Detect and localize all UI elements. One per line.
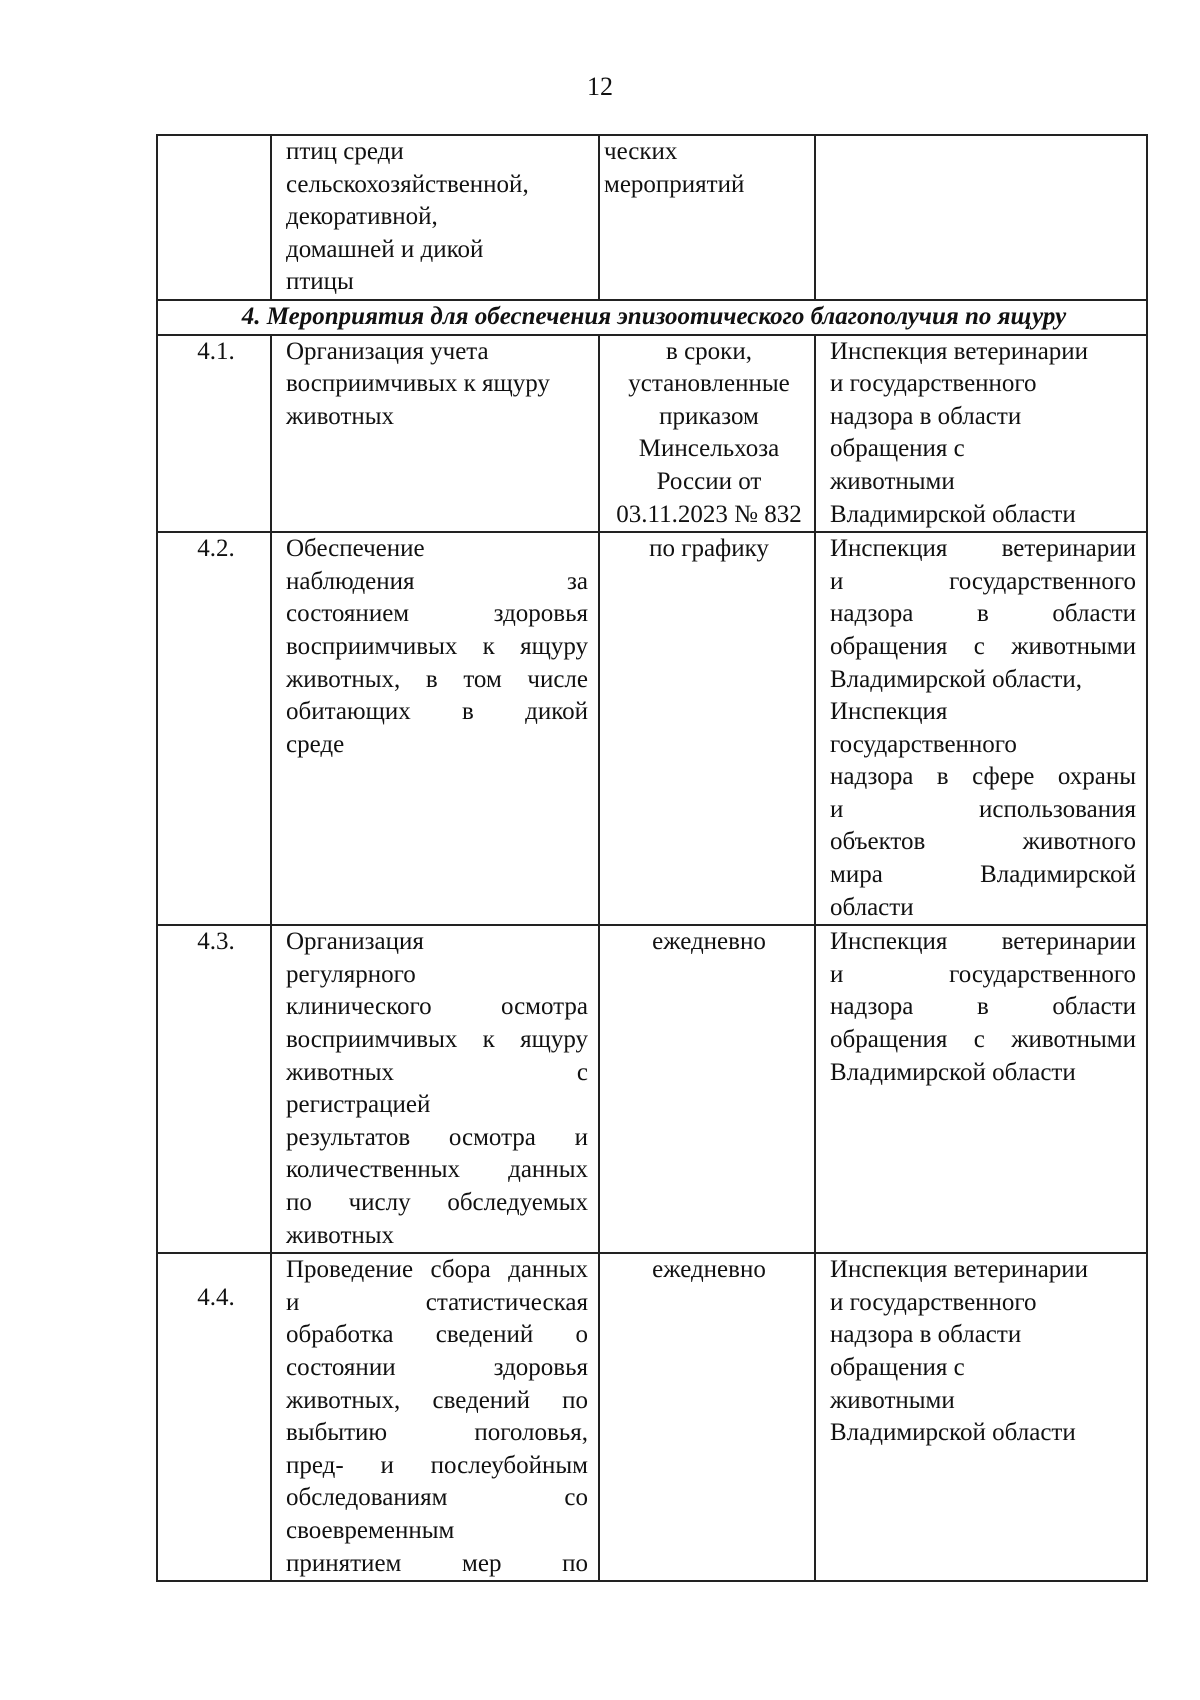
- activity-line: восприимчивых к ящуру: [286, 370, 550, 398]
- row-number: 4.2.: [157, 532, 271, 925]
- activity-line: состоянием здоровья: [286, 600, 588, 628]
- activity-line: декоративной,: [286, 203, 438, 231]
- responsible-line: надзора в области: [830, 402, 1022, 430]
- term-line: ежедневно: [652, 1256, 766, 1284]
- responsible-line: обращения с: [830, 1353, 965, 1381]
- table-row: [157, 1253, 1147, 1581]
- responsible-cell: [815, 135, 1147, 300]
- table-row: [157, 925, 1147, 1253]
- activity-line: животных: [286, 1221, 395, 1249]
- activity-line: выбытию поголовья,: [286, 1419, 588, 1447]
- activity-line: животных: [286, 402, 395, 430]
- term-line: в сроки,: [666, 337, 752, 365]
- responsible-line: области: [830, 893, 914, 921]
- responsible-cell: [815, 925, 1147, 1253]
- term-line: Минсельхоза: [638, 435, 780, 463]
- responsible-line: обращения с животными: [830, 632, 1136, 660]
- section-row: [157, 300, 1147, 335]
- activity-line: домашней и дикой: [286, 235, 484, 263]
- activity-cell: [271, 925, 599, 1253]
- table-row: [157, 335, 1147, 533]
- activity-line: регистрацией: [286, 1091, 431, 1119]
- activity-line: обработка сведений о: [286, 1321, 588, 1349]
- responsible-cell: [815, 532, 1147, 925]
- table-row: [157, 532, 1147, 925]
- term-line: 03.11.2023 № 832: [616, 500, 802, 528]
- responsible-cell: [815, 335, 1147, 533]
- term-line: приказом: [659, 402, 759, 430]
- activity-line: Организация учета: [286, 337, 489, 365]
- term-line: установленные: [628, 370, 790, 398]
- activity-cell: [271, 532, 599, 925]
- responsible-line: мира Владимирской: [830, 861, 1136, 889]
- row-number-cell: [157, 135, 271, 300]
- activity-cell: [271, 135, 599, 300]
- term-line: ежедневно: [652, 928, 766, 956]
- activity-line: пред- и послеубойным: [286, 1451, 588, 1479]
- term-cell: [599, 1253, 815, 1581]
- responsible-line: надзора в области: [830, 993, 1136, 1021]
- responsible-line: и государственного: [830, 1288, 1037, 1316]
- activity-line: животных, в том числе: [286, 665, 588, 693]
- responsible-line: и государственного: [830, 960, 1136, 988]
- responsible-line: Инспекция ветеринарии: [830, 1256, 1089, 1284]
- term-line: ческих: [604, 138, 678, 165]
- term-cell: [599, 335, 815, 533]
- term-line: России от: [656, 467, 762, 495]
- activity-line: наблюдения за: [286, 567, 588, 595]
- responsible-line: и государственного: [830, 567, 1136, 595]
- responsible-line: Владимирской области: [830, 1419, 1076, 1447]
- activity-line: Проведение сбора данных: [286, 1256, 588, 1284]
- activity-line: Обеспечение: [286, 535, 425, 563]
- activity-line: обследованиям со: [286, 1484, 588, 1512]
- activity-line: птицы: [286, 268, 354, 296]
- measures-table: [156, 134, 1148, 1582]
- table-row: [157, 135, 1147, 300]
- responsible-line: объектов животного: [830, 828, 1136, 856]
- activity-line: принятием мер по: [286, 1549, 588, 1577]
- responsible-line: Инспекция ветеринарии: [830, 928, 1136, 956]
- responsible-line: Владимирской области: [830, 500, 1076, 528]
- activity-line: Организация: [286, 928, 424, 956]
- activity-line: среде: [286, 730, 345, 758]
- row-number-cell: [157, 1253, 271, 1581]
- term-cell: [599, 532, 815, 925]
- row-number: 4.4.: [197, 1284, 235, 1312]
- responsible-line: обращения с животными: [830, 1026, 1136, 1054]
- responsible-line: государственного: [830, 730, 1017, 758]
- responsible-line: надзора в сфере охраны: [830, 763, 1136, 791]
- activity-line: и статистическая: [286, 1288, 588, 1316]
- activity-line: своевременным: [286, 1516, 455, 1544]
- activity-line: животных с: [286, 1058, 588, 1086]
- activity-line: птиц среди: [286, 138, 404, 165]
- responsible-line: и государственного: [830, 370, 1037, 398]
- row-number: 4.3.: [157, 925, 271, 1253]
- responsible-cell: [815, 1253, 1147, 1581]
- term-cell: [599, 925, 815, 1253]
- responsible-line: Владимирской области,: [830, 665, 1082, 693]
- activity-cell: [271, 335, 599, 533]
- responsible-line: Инспекция ветеринарии: [830, 535, 1136, 563]
- responsible-line: животными: [830, 467, 955, 495]
- activity-line: результатов осмотра и: [286, 1123, 588, 1151]
- activity-line: животных, сведений по: [286, 1386, 588, 1414]
- activity-line: восприимчивых к ящуру: [286, 632, 588, 660]
- responsible-line: надзора в области: [830, 600, 1136, 628]
- term-line: по графику: [649, 535, 769, 563]
- responsible-line: обращения с: [830, 435, 965, 463]
- page-number: 12: [587, 72, 613, 101]
- responsible-line: и использования: [830, 795, 1136, 823]
- activity-line: обитающих в дикой: [286, 698, 588, 726]
- activity-line: регулярного: [286, 960, 416, 988]
- responsible-line: Инспекция ветеринарии: [830, 337, 1089, 365]
- activity-cell: [271, 1253, 599, 1581]
- term-line: мероприятий: [604, 170, 745, 198]
- responsible-line: Владимирской области: [830, 1058, 1076, 1086]
- section-title: 4. Мероприятия для обеспечения эпизоотического благополучия по ящуру: [157, 300, 1147, 335]
- activity-line: восприимчивых к ящуру: [286, 1026, 588, 1054]
- activity-line: количественных данных: [286, 1156, 588, 1184]
- term-cell: [599, 135, 815, 300]
- activity-line: состоянии здоровья: [286, 1353, 588, 1381]
- activity-line: сельскохозяйственной,: [286, 170, 529, 198]
- activity-line: клинического осмотра: [286, 993, 588, 1021]
- responsible-line: надзора в области: [830, 1321, 1022, 1349]
- row-number: 4.1.: [157, 335, 271, 533]
- activity-line: по числу обследуемых: [286, 1189, 588, 1216]
- responsible-line: Инспекция: [830, 698, 948, 726]
- responsible-line: животными: [830, 1386, 955, 1414]
